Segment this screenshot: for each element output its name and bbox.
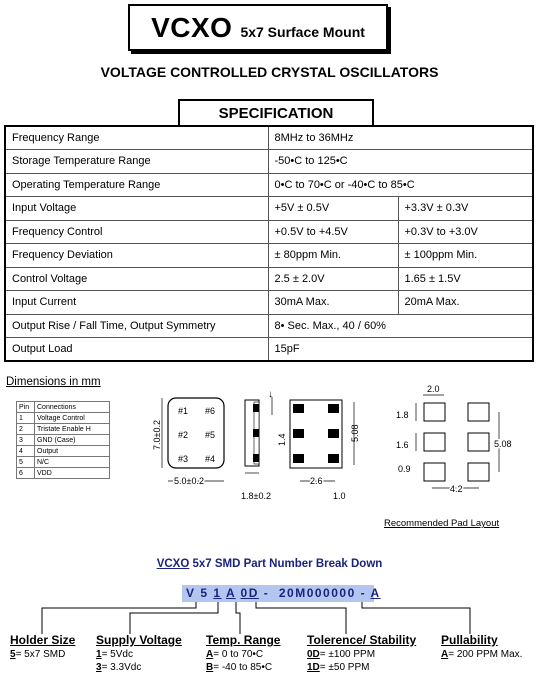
pin-label: #3 xyxy=(178,454,189,464)
svg-text:↓: ↓ xyxy=(268,389,273,400)
spec-row xyxy=(5,267,533,291)
breakdown-heading: Supply Voltage xyxy=(96,633,182,647)
spec-value: 15pF xyxy=(268,338,533,362)
spec-value-alt: ± 100ppm Min. xyxy=(398,244,533,268)
spec-row xyxy=(5,338,533,362)
breakdown-connectors xyxy=(0,600,539,636)
spec-value: -50•C to 125•C xyxy=(268,150,533,174)
spec-row xyxy=(5,291,533,315)
spec-value: ± 80ppm Min. xyxy=(268,244,398,268)
breakdown-line: 0D= ±100 PPM xyxy=(307,649,376,660)
spec-row xyxy=(5,173,533,197)
dim-pad-span-v-label: 5.08 xyxy=(350,424,360,442)
breakdown-line: 5= 5x7 SMD xyxy=(10,649,66,660)
pad-1-6-label: 1.6 xyxy=(396,440,409,450)
breakdown-line: 3= 3.3Vdc xyxy=(96,661,142,673)
spec-value-alt: +0.3V to +3.0V xyxy=(398,220,533,244)
pin-number: Pin xyxy=(17,402,35,413)
pin-connection: Tristate Enable H xyxy=(35,424,110,435)
title-box xyxy=(128,4,388,51)
spec-value-alt: +3.3V ± 0.3V xyxy=(398,197,533,221)
code-segment: - 20M000000 - xyxy=(258,586,371,600)
spec-param: Operating Temperature Range xyxy=(5,173,268,197)
dimension-drawings xyxy=(0,380,539,520)
pad-0-9-label: 0.9 xyxy=(398,464,411,474)
breakdown-temp-range xyxy=(206,633,280,674)
spec-value: +5V ± 0.5V xyxy=(268,197,398,221)
package-side-view xyxy=(241,400,271,501)
breakdown-tolerance-stability xyxy=(307,633,416,674)
pin-connection: Output xyxy=(35,446,110,457)
spec-value: 2.5 ± 2.0V xyxy=(268,267,398,291)
dim-height-label: 7.0±0.2 xyxy=(152,420,162,450)
part-number-title-prefix: VCXO xyxy=(156,558,190,570)
breakdown-line: A= 200 PPM Max. xyxy=(441,649,523,660)
spec-value: 8MHz to 36MHz xyxy=(268,126,533,150)
code-segment: A xyxy=(225,586,236,600)
pad-2-0-label: 2.0 xyxy=(427,384,440,394)
spec-heading: SPECIFICATION xyxy=(178,99,374,125)
spec-row xyxy=(5,126,533,150)
spec-row xyxy=(5,314,533,338)
pad-4-2-label: 4.2 xyxy=(450,484,463,494)
spec-param: Control Voltage xyxy=(5,267,268,291)
spec-table xyxy=(4,125,534,362)
title-main: VCXO xyxy=(151,11,233,43)
breakdown-line: A= 0 to 70•C xyxy=(206,649,264,660)
breakdown-heading: Pullability xyxy=(441,633,498,647)
spec-param: Output Rise / Fall Time, Output Symmetry xyxy=(5,314,268,338)
pin-label: #2 xyxy=(178,430,189,440)
spec-value: 0•C to 70•C or -40•C to 85•C xyxy=(268,173,533,197)
page-subtitle: VOLTAGE CONTROLLED CRYSTAL OSCILLATORS xyxy=(100,64,439,80)
spec-value-alt: 20mA Max. xyxy=(398,291,533,315)
part-number-title xyxy=(0,558,539,570)
code-segment: A xyxy=(370,586,381,600)
spec-value: 30mA Max. xyxy=(268,291,398,315)
spec-row xyxy=(5,244,533,268)
spec-value-alt: 1.65 ± 1.5V xyxy=(398,267,533,291)
dim-thickness-label: 1.8±0.2 xyxy=(241,491,271,501)
code-segment: 1 xyxy=(213,586,222,600)
pin-label: #5 xyxy=(205,430,216,440)
part-number-title-rest: 5x7 SMD Part Number Break Down xyxy=(189,558,383,570)
package-bottom-view xyxy=(268,389,360,501)
breakdown-holder-size xyxy=(10,633,75,662)
pin-number: 5 xyxy=(17,457,35,468)
dim-pad-w-label: 1.0 xyxy=(333,491,346,501)
pad-1-8-label: 1.8 xyxy=(396,410,409,420)
code-segment: 0D xyxy=(240,586,259,600)
dim-pad-pitch-h-label: 2.6 xyxy=(310,476,323,486)
pin-number: 1 xyxy=(17,413,35,424)
pin-label: #4 xyxy=(205,454,216,464)
pin-label: #1 xyxy=(178,406,189,416)
breakdown-heading: Temp. Range xyxy=(206,633,281,647)
pin-connection: Connections xyxy=(35,402,110,413)
pin-connection: VDD xyxy=(35,468,110,479)
spec-param: Input Current xyxy=(5,291,268,315)
spec-value: 8• Sec. Max., 40 / 60% xyxy=(268,314,533,338)
pin-label: #6 xyxy=(205,406,216,416)
spec-row xyxy=(5,150,533,174)
spec-param: Storage Temperature Range xyxy=(5,150,268,174)
breakdown-line: 1D= ±50 PPM xyxy=(307,661,370,673)
breakdown-pullability xyxy=(441,633,522,662)
pin-connection: Voltage Control xyxy=(35,413,110,424)
title-sub: 5x7 Surface Mount xyxy=(240,23,365,40)
spec-param: Output Load xyxy=(5,338,268,362)
dim-pad-pitch-v-label: 1.4 xyxy=(277,433,287,446)
spec-value: +0.5V to +4.5V xyxy=(268,220,398,244)
pin-number: 6 xyxy=(17,468,35,479)
spec-row xyxy=(5,197,533,221)
spec-param: Frequency Range xyxy=(5,126,268,150)
pin-number: 3 xyxy=(17,435,35,446)
package-top-view xyxy=(152,398,224,486)
code-segment: V 5 xyxy=(186,586,214,600)
pad-5-08-label: 5.08 xyxy=(494,439,512,449)
spec-param: Input Voltage xyxy=(5,197,268,221)
pin-number: 4 xyxy=(17,446,35,457)
pad-layout-label: Recommended Pad Layout xyxy=(384,518,500,529)
breakdown-heading: Holder Size xyxy=(10,633,76,647)
pin-connection: GND (Case) xyxy=(35,435,110,446)
breakdown-supply-voltage xyxy=(96,633,182,674)
spec-param: Frequency Deviation xyxy=(5,244,268,268)
pad-layout xyxy=(396,384,512,494)
breakdown-line: B= -40 to 85•C xyxy=(206,661,273,673)
dim-width-label: 5.0±0.2 xyxy=(174,476,204,486)
spec-param: Frequency Control xyxy=(5,220,268,244)
spec-row xyxy=(5,220,533,244)
breakdown-line: 1= 5Vdc xyxy=(96,649,133,660)
breakdown-heading: Tolerence/ Stability xyxy=(307,633,417,647)
pin-connection: N/C xyxy=(35,457,110,468)
dimensions-label: Dimensions in mm xyxy=(6,376,101,388)
pin-number: 2 xyxy=(17,424,35,435)
